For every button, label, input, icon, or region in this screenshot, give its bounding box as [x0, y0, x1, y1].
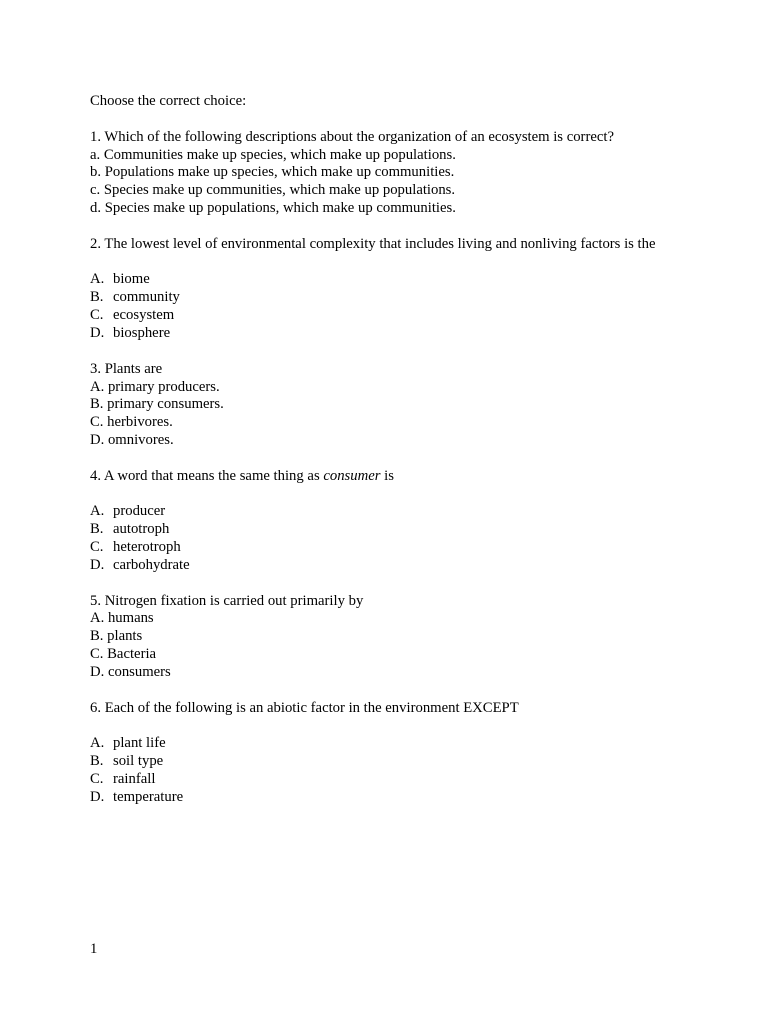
option-text: biosphere: [113, 324, 171, 341]
option-text: biome: [113, 271, 150, 288]
question-4-stem-emphasis: consumer: [323, 467, 381, 484]
option-letter: B.: [90, 753, 104, 770]
question-2-stem: 2. The lowest level of environmental complexity that includes living and nonliving factors is the: [90, 235, 656, 252]
option-text: producer: [113, 503, 166, 520]
option-text: autotroph: [113, 521, 170, 538]
question-5-option-b: B. plants: [90, 628, 143, 645]
option-letter: C.: [90, 539, 104, 556]
instructions: Choose the correct choice:: [90, 93, 247, 109]
question-4-stem-end: is: [380, 467, 394, 484]
spacer: [90, 111, 670, 129]
option-letter: B.: [90, 521, 104, 538]
question-5-option-c: C. Bacteria: [90, 646, 157, 663]
question-6-option-d: [90, 789, 670, 807]
question-6-stem: 6. Each of the following is an abiotic factor in the environment EXCEPT: [90, 699, 519, 716]
question-3-option-d: D. omnivores.: [90, 432, 174, 449]
spacer: [90, 343, 670, 361]
spacer: [90, 254, 670, 272]
question-2-option-c: [90, 307, 670, 325]
option-text: community: [113, 289, 180, 306]
option-text: soil type: [113, 753, 164, 770]
option-letter: C.: [90, 307, 104, 324]
question-1-option-c: c. Species make up communities, which make up populations.: [90, 182, 456, 199]
option-text: temperature: [113, 788, 184, 805]
option-letter: D.: [90, 788, 105, 805]
option-text: plant life: [113, 735, 166, 752]
question-5-stem: 5. Nitrogen fixation is carried out primarily by: [90, 592, 364, 609]
question-3-option-b: B. primary consumers.: [90, 396, 224, 413]
question-5-option-a: A. humans: [90, 610, 154, 627]
spacer: [90, 575, 670, 593]
question-5-option-d: D. consumers: [90, 664, 171, 680]
option-text: ecosystem: [113, 307, 175, 324]
question-6-option-a: [90, 735, 670, 753]
option-letter: B.: [90, 289, 104, 306]
question-3-stem: 3. Plants are: [90, 360, 163, 377]
option-letter: A.: [90, 503, 105, 520]
document-body: [90, 93, 670, 807]
question-4-stem: [90, 468, 670, 486]
question-4-option-c: [90, 539, 670, 557]
question-1-option-b: b. Populations make up species, which make up communities.: [90, 164, 455, 181]
question-3-option-c: C. herbivores.: [90, 414, 173, 431]
option-letter: C.: [90, 771, 104, 788]
page-number: 1: [90, 941, 98, 957]
option-letter: A.: [90, 735, 105, 752]
question-2-option-a: [90, 271, 670, 289]
question-5: [90, 593, 670, 682]
question-4-stem-start: 4. A word that means the same thing as: [90, 467, 324, 484]
option-letter: D.: [90, 324, 105, 341]
question-1-option-d: d. Species make up populations, which make up communities.: [90, 200, 456, 217]
question-4-option-b: [90, 521, 670, 539]
question-2-option-d: [90, 325, 670, 343]
option-text: heterotroph: [113, 539, 181, 556]
question-1: [90, 129, 670, 218]
question-1-stem: 1. Which of the following descriptions about the organization of an ecosystem is correct?: [90, 128, 614, 145]
spacer: [90, 486, 670, 504]
question-6-option-b: [90, 753, 670, 771]
option-letter: A.: [90, 271, 105, 288]
question-3-option-a: A. primary producers.: [90, 378, 220, 395]
question-4-option-d: [90, 557, 670, 575]
question-4: [90, 468, 670, 575]
spacer: [90, 218, 670, 236]
option-text: carbohydrate: [113, 556, 190, 573]
question-2: [90, 236, 670, 343]
spacer: [90, 718, 670, 736]
question-1-option-a: a. Communities make up species, which make up populations.: [90, 146, 456, 163]
question-4-option-a: [90, 503, 670, 521]
spacer: [90, 682, 670, 700]
question-6: [90, 700, 670, 807]
option-text: rainfall: [113, 771, 156, 788]
option-letter: D.: [90, 556, 105, 573]
question-2-option-b: [90, 289, 670, 307]
spacer: [90, 450, 670, 468]
question-6-option-c: [90, 771, 670, 789]
question-3: [90, 361, 670, 450]
